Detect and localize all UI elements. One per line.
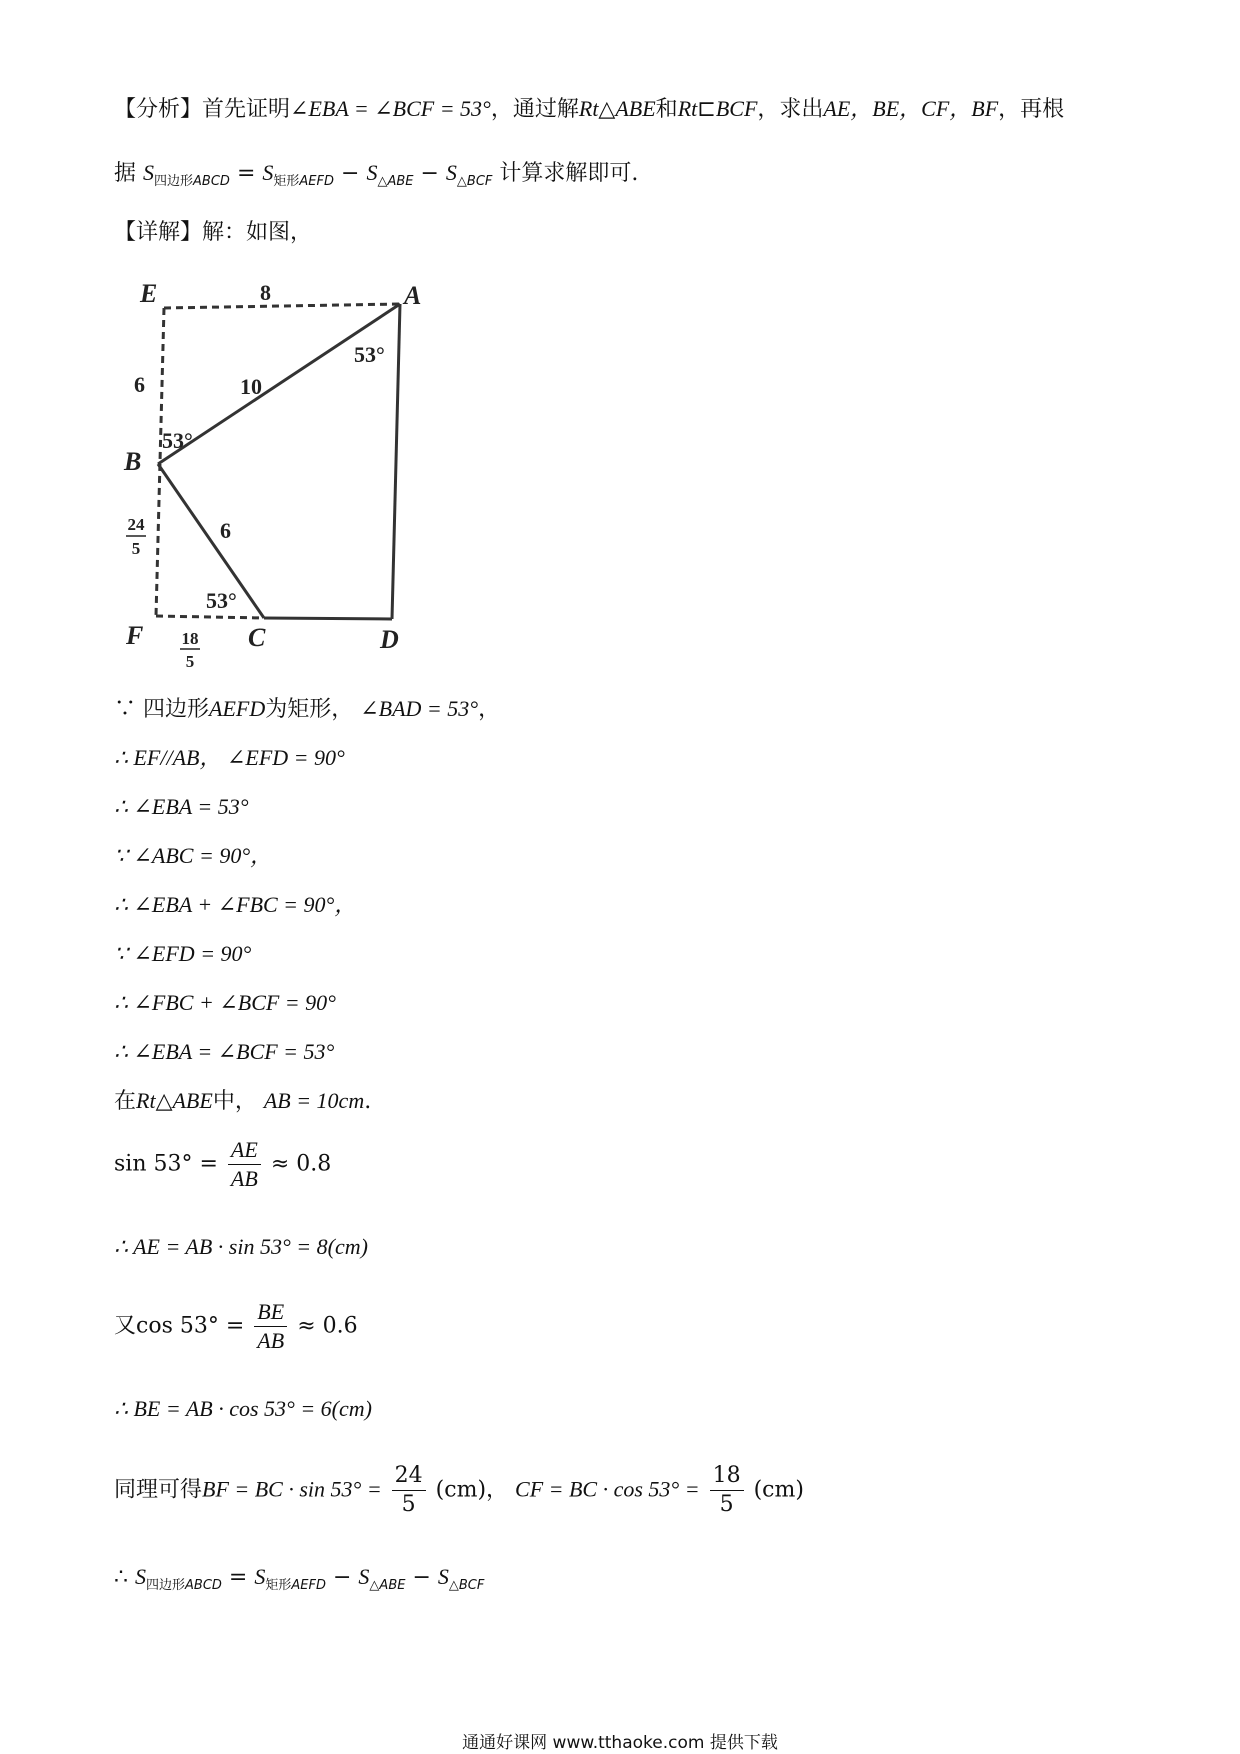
segment-AD	[392, 304, 400, 619]
length-EA: 8	[260, 280, 271, 305]
angle-B: 53°	[162, 428, 193, 453]
step-7: ∴ ∠FBC + ∠BCF = 90°	[114, 990, 336, 1015]
step-6: ∵ ∠EFD = 90°	[114, 941, 252, 966]
step-9: 在Rt△ABE中， AB = 10cm.	[114, 1088, 372, 1114]
ae-result: ∴ AE = AB · sin 53° = 8(cm)	[114, 1234, 368, 1259]
length-EB: 6	[134, 372, 145, 397]
final-area-equation: ∴ $S_{四边形ABCD} = S_{矩形AEFD} - S_{\triangle ABE} - S_{\triangle BCF}$	[114, 1564, 485, 1593]
step-1: ∵ 四边形AEFD为矩形， ∠BAD = 53°，	[114, 696, 501, 722]
analysis-line-1: 【分析】首先证明∠EBA = ∠BCF = 53°，通过解Rt△ABE和Rt⊏BCF，求出AE，BE，CF，BF，再根	[114, 96, 1065, 122]
segment-CD	[264, 618, 392, 619]
length-AB: 10	[240, 374, 262, 399]
length-FC-den: 5	[185, 652, 195, 668]
step-4: ∵ ∠ABC = 90°，	[114, 843, 273, 868]
segment-AB	[158, 304, 400, 464]
length-BC: 6	[220, 518, 231, 543]
length-BF-num: 24	[127, 515, 145, 534]
angle-A: 53°	[354, 342, 385, 367]
sin-equation: sin 53° = $\frac{AE}{AB}$ ≈ 0.8	[114, 1137, 332, 1192]
bf-cf-equation: 同理可得BF = BC · sin 53° = $\frac{24}{5}$ (cm)， CF = BC · cos 53° = $\frac{18}{5}$ (cm)	[114, 1463, 804, 1518]
page-footer: 通通好课网 www.tthaoke.com 提供下载	[462, 1733, 778, 1753]
point-label-C: C	[248, 623, 266, 652]
step-2: ∴ EF//AB， ∠EFD = 90°	[114, 745, 345, 770]
cos-equation: 又cos 53° = $\frac{BE}{AB}$ ≈ 0.6	[114, 1299, 358, 1354]
step-8: ∴ ∠EBA = ∠BCF = 53°	[114, 1039, 335, 1064]
be-result: ∴ BE = AB · cos 53° = 6(cm)	[114, 1396, 372, 1421]
analysis-line-2: 据 $S_{四边形ABCD} = S_{矩形AEFD} - S_{\triangle ABE} - S_{\triangle BCF}$ 计算求解即可.	[114, 160, 639, 189]
geometry-figure	[114, 268, 444, 668]
point-label-B: B	[124, 447, 142, 476]
step-5: ∴ ∠EBA + ∠FBC = 90°，	[114, 892, 357, 917]
angle-C: 53°	[206, 588, 237, 613]
length-BF-den: 5	[131, 539, 141, 558]
segment-EA	[164, 304, 400, 308]
segment-FC	[156, 616, 264, 618]
length-FC-num: 18	[181, 629, 199, 648]
step-3: ∴ ∠EBA = 53°	[114, 794, 249, 819]
point-label-F: F	[126, 621, 144, 650]
detail-label: 【详解】	[114, 220, 203, 245]
point-label-D: D	[380, 625, 399, 654]
point-label-A: A	[404, 281, 422, 310]
analysis-label: 【分析】	[114, 97, 203, 122]
point-label-E: E	[140, 279, 158, 308]
detail-line: 【详解】解：如图，	[114, 220, 313, 245]
